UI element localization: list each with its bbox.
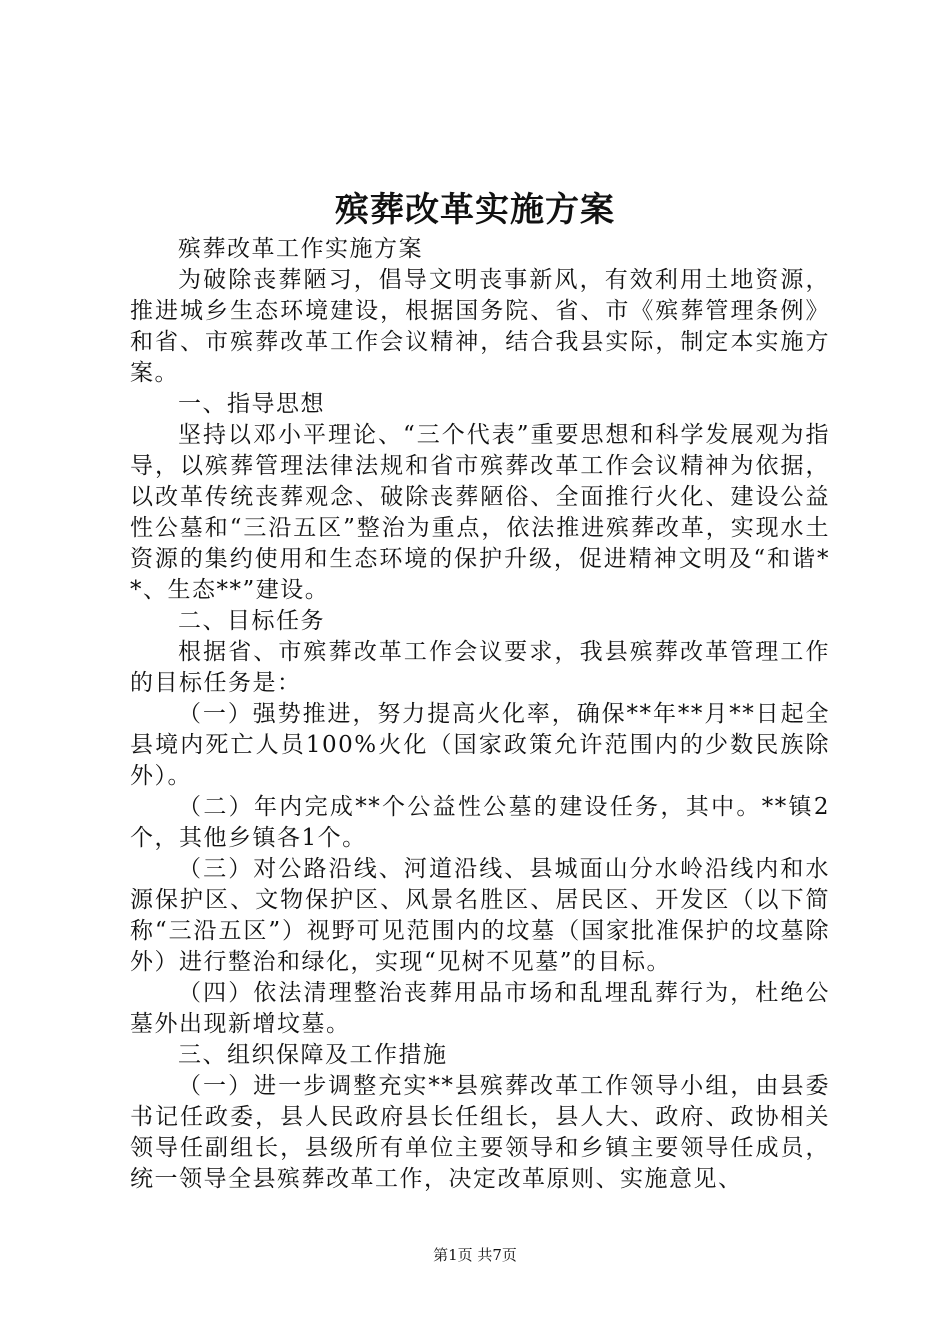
page-title: 殡葬改革实施方案: [335, 190, 615, 230]
paragraph-targets-intro: 根据省、市殡葬改革工作会议要求，我县殡葬改革管理工作的目标任务是：: [130, 639, 830, 696]
section-heading-organization: 三、组织保障及工作措施: [178, 1042, 448, 1068]
paragraph-organization-1: （一）进一步调整充实**县殡葬改革工作领导小组，由县委书记任政委，县人民政府县长任组长，县人大、政府、政协相关领导任副组长，县级所有单位主要领导和乡镇主要领导任成员，统一领导全县殡葬改革工作，决定改革原则、实施意见、: [130, 1073, 830, 1192]
paragraph-target-1: （一）强势推进，努力提高火化率，确保**年**月**日起全县境内死亡人员100%火化（国家政策允许范围内的少数民族除外）。: [130, 701, 830, 789]
paragraph-target-2: （二）年内完成**个公益性公墓的建设任务，其中。**镇2个，其他乡镇各1个。: [130, 794, 830, 851]
document-body: [130, 234, 830, 1195]
page-footer: 第1页 共7页: [433, 1246, 517, 1264]
paragraph-intro: 为破除丧葬陋习，倡导文明丧事新风，有效利用土地资源，推进城乡生态环境建设，根据国务院、省、市《殡葬管理条例》和省、市殡葬改革工作会议精神，结合我县实际，制定本实施方案。: [130, 267, 830, 386]
paragraph-target-3: （三）对公路沿线、河道沿线、县城面山分水岭沿线内和水源保护区、文物保护区、风景名胜区、居民区、开发区（以下简称“三沿五区”）视野可见范围内的坟墓（国家批准保护的坟墓除外）进行整治和绿化，实现“见树不见墓”的目标。: [130, 856, 830, 975]
paragraph-guiding-thought: 坚持以邓小平理论、“三个代表”重要思想和科学发展观为指导，以殡葬管理法律法规和省市殡葬改革工作会议精神为依据，以改革传统丧葬观念、破除丧葬陋俗、全面推行火化、建设公益性公墓和“三沿五区”整治为重点，依法推进殡葬改革，实现水土资源的集约使用和生态环境的保护升级，促进精神文明及“和谐**、生态**”建设。: [130, 422, 830, 603]
section-heading-guiding-thought: 一、指导思想: [178, 391, 325, 417]
paragraph-subtitle: 殡葬改革工作实施方案: [178, 236, 423, 262]
paragraph-target-4: （四）依法清理整治丧葬用品市场和乱埋乱葬行为，杜绝公墓外出现新增坟墓。: [130, 980, 830, 1037]
section-heading-targets: 二、目标任务: [178, 608, 325, 634]
